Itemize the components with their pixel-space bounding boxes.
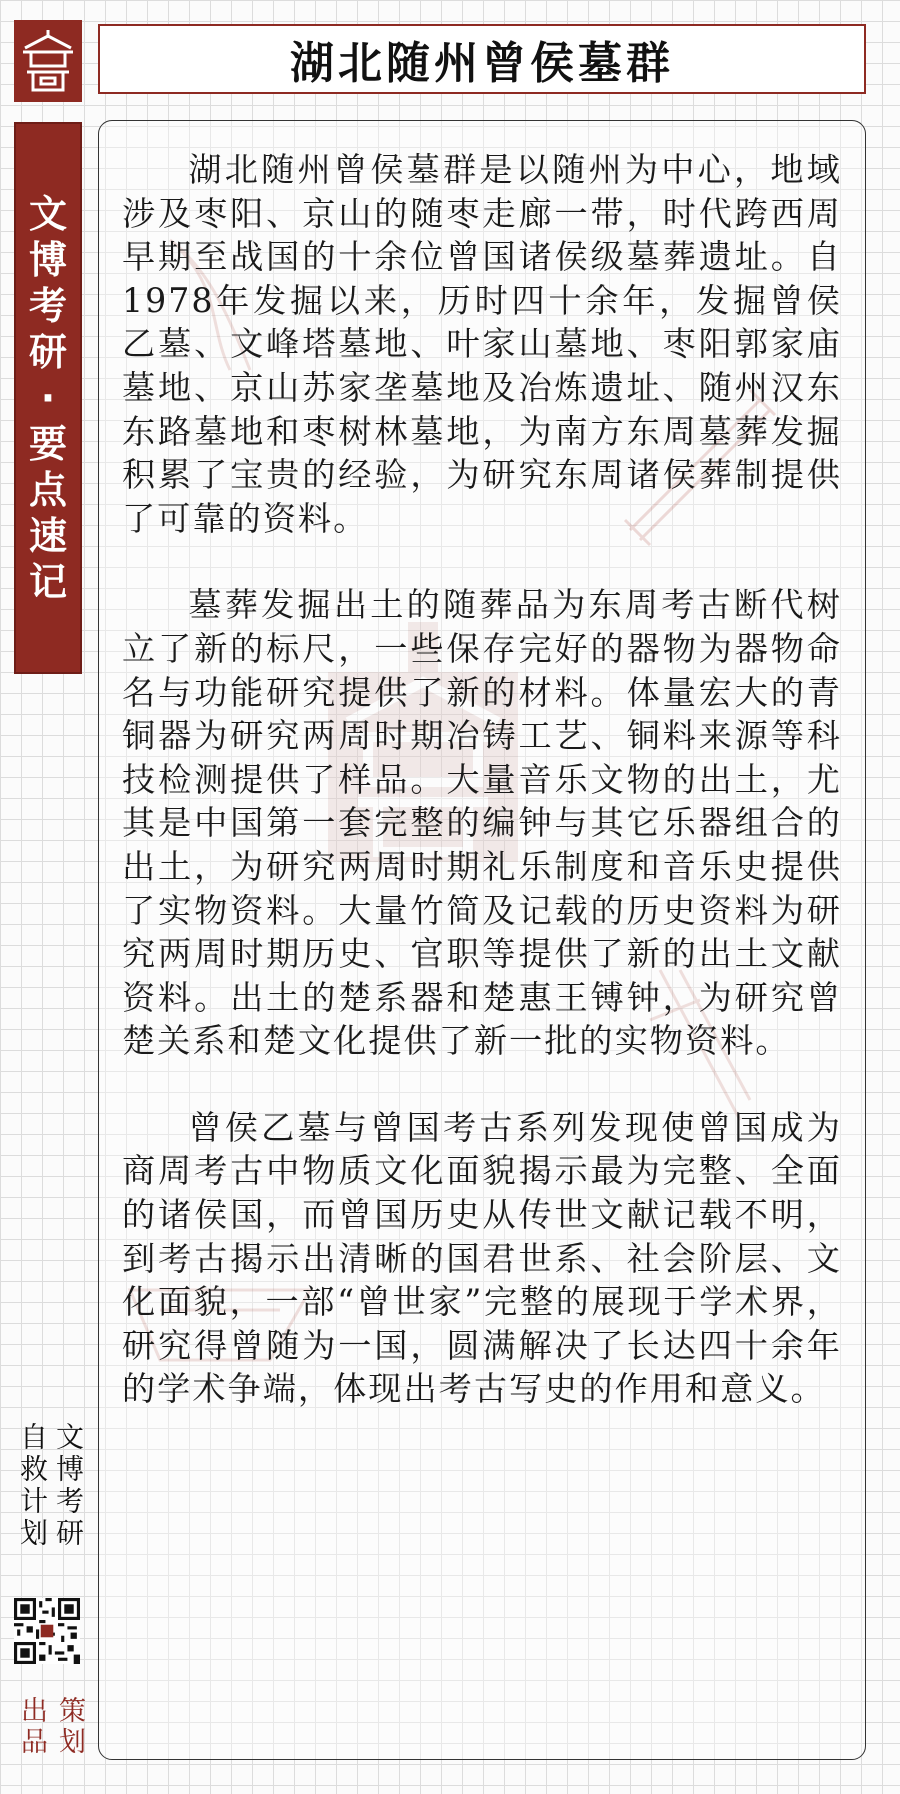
credit-column: 文博考研 <box>52 1422 85 1550</box>
tomb-emblem-icon <box>19 26 77 96</box>
plan-column: 策划 <box>54 1696 85 1758</box>
banner-char: 要 <box>28 422 67 466</box>
side-banner <box>14 122 82 674</box>
side-credit <box>14 1422 86 1550</box>
banner-char: 研 <box>28 330 67 374</box>
banner-char: 点 <box>28 468 67 512</box>
banner-char: 记 <box>28 560 67 604</box>
article-paragraph: 墓葬发掘出土的随葬品为东周考古断代树立了新的标尺，一些保存完好的器物为器物命名与功能研究提供了新的材料。体量宏大的青铜器为研究两周时期冶铸工艺、铜料来源等科技检测提供了样品。大量音乐文物的出土，尤其是中国第一套完整的编钟与其它乐器组合的出土，为研究两周时期礼乐制度和音乐史提供了实物资料。大量竹简及记载的历史资料为研究两周时期历史、官职等提供了新的出土文献资料。出土的楚系器和楚惠王镈钟，为研究曾楚关系和楚文化提供了新一批的实物资料。 <box>122 585 842 1061</box>
title-box <box>98 24 866 94</box>
qr-code-icon[interactable] <box>14 1598 80 1664</box>
banner-char: · <box>40 376 56 420</box>
plan-credit <box>14 1696 86 1758</box>
logo <box>14 20 82 102</box>
banner-char: 博 <box>28 238 67 282</box>
banner-char: 速 <box>28 514 67 558</box>
article-body <box>122 148 842 1454</box>
page-title: 湖北随州曾侯墓群 <box>290 38 674 89</box>
banner-char: 文 <box>28 192 67 236</box>
credit-column: 自救计划 <box>16 1422 49 1550</box>
article-paragraph: 湖北随州曾侯墓群是以随州为中心，地域涉及枣阳、京山的随枣走廊一带，时代跨西周早期至战国的十余位曾国诸侯级墓葬遗址。自1978年发掘以来，历时四十余年，发掘曾侯乙墓、文峰塔墓地、叶家山墓地、枣阳郭家庙墓地、京山苏家垄墓地及冶炼遗址、随州汉东东路墓地和枣树林墓地，为南方东周墓葬发掘积累了宝贵的经验，为研究东周诸侯葬制提供了可靠的资料。 <box>122 150 842 538</box>
banner-char: 考 <box>28 284 67 328</box>
plan-column: 出品 <box>16 1696 47 1758</box>
article-paragraph: 曾侯乙墓与曾国考古系列发现使曾国成为商周考古中物质文化面貌揭示最为完整、全面的诸侯国，而曾国历史从传世文献记载不明，到考古揭示出清晰的国君世系、社会阶层、文化面貌，一部“曾世家”完整的展现于学术界，研究得曾随为一国，圆满解决了长达四十余年的学术争端，体现出考古写史的作用和意义。 <box>122 1107 842 1409</box>
